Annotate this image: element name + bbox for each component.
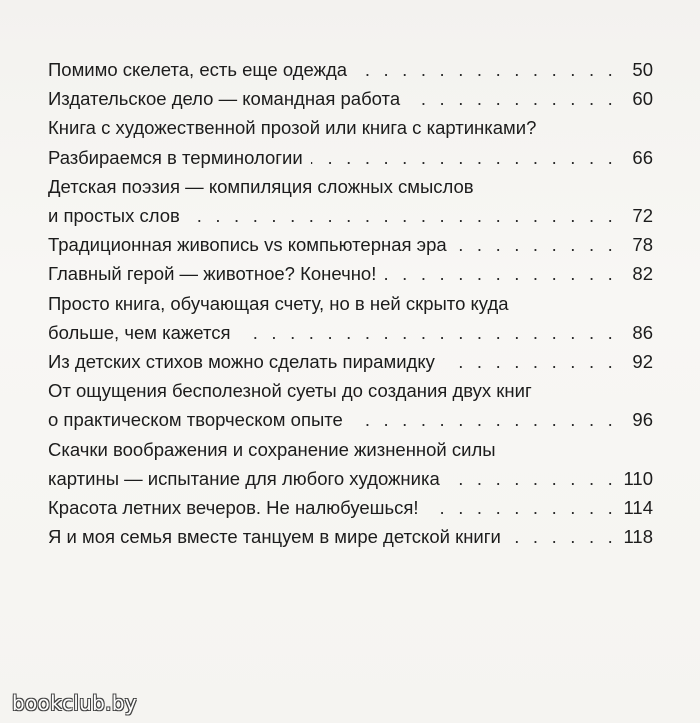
toc-entry-title: Детская поэзия — компиляция сложных смыслов xyxy=(48,175,474,197)
toc-page-number: 60 xyxy=(632,88,653,110)
toc-entry-title: От ощущения бесполезной суеты до создания двух книг xyxy=(48,380,532,402)
toc-entry-title: Красота летних вечеров. Не налюбуешься! xyxy=(48,497,419,519)
dot-leader xyxy=(355,55,617,84)
toc-entry xyxy=(48,493,653,522)
toc-entry-title: о практическом творческом опыте xyxy=(48,409,343,431)
toc-entry-line xyxy=(48,522,653,551)
toc-page-number: 50 xyxy=(632,59,653,80)
dot-leader xyxy=(408,84,617,113)
dot-leader xyxy=(448,464,617,493)
table-of-contents xyxy=(48,55,653,551)
toc-entry-title: Скачки воображения и сохранение жизненной силы xyxy=(48,438,496,460)
toc-entry-title: Разбираемся в терминологии xyxy=(48,146,303,168)
toc-page-number: 82 xyxy=(632,263,653,285)
dot-leader xyxy=(311,143,617,172)
toc-entry-line xyxy=(48,289,653,318)
toc-entry-title: Просто книга, обучающая счету, но в ней скрыто куда xyxy=(48,292,509,314)
toc-entry xyxy=(48,376,653,434)
dot-leader xyxy=(455,230,617,259)
toc-entry xyxy=(48,522,653,551)
toc-entry-line xyxy=(48,143,653,172)
toc-page-number: 114 xyxy=(623,497,653,519)
toc-entry-line xyxy=(48,259,653,288)
watermark: bookclub.by xyxy=(12,691,137,715)
toc-entry-title: Помимо скелета, есть еще одежда xyxy=(48,59,348,80)
toc-entry-title: Традиционная живопись vs компьютерная эра xyxy=(48,234,447,256)
toc-entry-title: и простых слов xyxy=(48,205,180,227)
toc-page-number: 78 xyxy=(632,234,653,256)
dot-leader xyxy=(351,405,617,434)
toc-entry-line xyxy=(48,201,653,230)
dot-leader xyxy=(384,259,617,288)
toc-page-number: 96 xyxy=(632,409,653,431)
toc-page-number: 72 xyxy=(632,205,653,227)
toc-entry-title: картины — испытание для любого художника xyxy=(48,467,440,489)
toc-entry-title: больше, чем кажется xyxy=(48,321,231,343)
toc-entry-title: Я и моя семья вместе танцуем в мире детской книги xyxy=(48,526,501,548)
dot-leader xyxy=(427,493,617,522)
dot-leader xyxy=(238,318,617,347)
toc-entry-line xyxy=(48,172,653,201)
toc-entry-line xyxy=(48,55,653,84)
toc-page-number: 118 xyxy=(623,526,653,548)
toc-entry-line xyxy=(48,230,653,259)
dot-leader xyxy=(443,347,617,376)
toc-entry xyxy=(48,347,653,376)
toc-entry xyxy=(48,259,653,288)
toc-entry-title: Главный герой — животное? Конечно! xyxy=(48,263,377,285)
dot-leader xyxy=(188,201,617,230)
toc-page-number: 86 xyxy=(632,321,653,343)
toc-entry-title: Книга с художественной прозой или книга с картинками? xyxy=(48,117,537,139)
toc-entry xyxy=(48,289,653,347)
toc-entry xyxy=(48,84,653,113)
toc-entry-line xyxy=(48,493,653,522)
toc-page-number: 110 xyxy=(623,467,653,489)
toc-entry-line xyxy=(48,318,653,347)
toc-entry-line xyxy=(48,464,653,493)
toc-entry-line xyxy=(48,405,653,434)
toc-entry-line xyxy=(48,113,653,142)
toc-page-number: 92 xyxy=(632,351,653,373)
toc-entry xyxy=(48,55,653,84)
toc-entry xyxy=(48,172,653,230)
toc-entry-line xyxy=(48,347,653,376)
toc-entry-title: Из детских стихов можно сделать пирамидку xyxy=(48,351,435,373)
toc-entry xyxy=(48,435,653,493)
toc-entry-line xyxy=(48,435,653,464)
toc-entry xyxy=(48,113,653,171)
dot-leader xyxy=(509,522,617,551)
toc-entry-title: Издательское дело — командная работа xyxy=(48,88,401,110)
toc-entry-line xyxy=(48,84,653,113)
toc-page-number: 66 xyxy=(632,146,653,168)
toc-entry xyxy=(48,230,653,259)
toc-entry-line xyxy=(48,376,653,405)
